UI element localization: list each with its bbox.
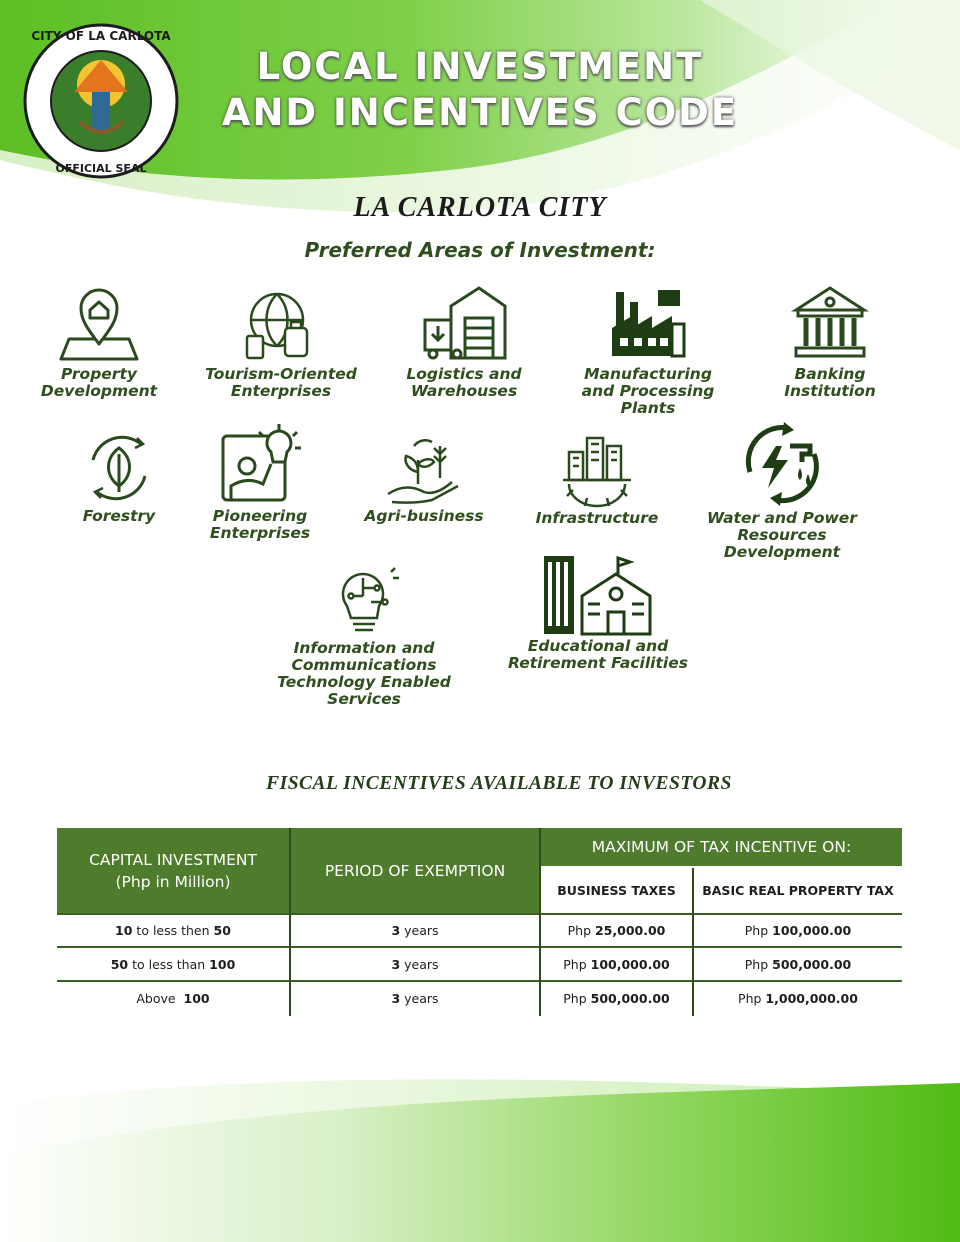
area-tourism [191,284,371,400]
header-business-taxes: BUSINESS TAXES [541,868,692,912]
area-logistics [374,284,554,400]
area-infrastructure [507,432,687,527]
area-label: Educational and Retirement Facilities [508,637,688,672]
tourism-icon [241,284,321,364]
area-education [508,554,688,672]
area-label: Water and Power Resources Development [707,509,857,561]
infrastructure-gear-icon [559,432,635,508]
table-row-2-capital: 50 to less than 100 [110,957,236,972]
forestry-leaf-icon [81,430,157,506]
table-row-2-business: Php 100,000.00 [563,957,670,972]
fiscal-incentives-title: FISCAL INCENTIVES AVAILABLE TO INVESTORS [266,773,732,794]
footer-background [0,1075,960,1242]
seal-text-top: CITY OF LA CARLOTA [31,29,171,43]
area-property-development [9,284,189,400]
area-pioneering [170,424,350,542]
logistics-warehouse-icon [421,284,507,364]
table-row-1-property: Php 100,000.00 [744,923,852,938]
bank-icon [790,284,870,364]
area-agribusiness [334,434,514,525]
table-row-2-property: Php 500,000.00 [744,957,852,972]
title-line-2: AND INCENTIVES CODE [221,91,739,134]
agri-hand-plant-icon [384,434,464,506]
area-label: Forestry [82,507,156,525]
water-power-icon [736,418,828,508]
table-row-1-capital: 10 to less then 50 [115,923,231,938]
table-row-3-business: Php 500,000.00 [563,991,670,1006]
area-label: Agri-business [364,507,484,525]
incentives-table [57,828,902,1016]
table-row-3-period: 3 years [391,991,439,1006]
table-row-1-period: 3 years [391,923,439,938]
area-ict [274,566,454,708]
property-development-icon [59,284,139,364]
table-row-2-period: 3 years [391,957,439,972]
area-label: Logistics and Warehouses [406,365,522,400]
area-label: Manufacturing and Processing Plants [581,365,715,417]
area-label: Infrastructure [535,509,659,527]
area-manufacturing [558,284,738,417]
page-title [215,44,745,136]
official-seal [22,22,180,180]
header-capital-unit: (Php in Million) [115,873,231,891]
area-water-power [692,418,872,561]
city-name: LA CARLOTA CITY [353,192,607,223]
idea-person-icon [219,424,301,506]
header-real-property: BASIC REAL PROPERTY TAX [694,868,902,912]
area-label: Information and Communications Technology Enabled Services [277,639,451,708]
area-label: Pioneering Enterprises [209,507,311,542]
area-label: Banking Institution [784,365,876,400]
header-maximum: MAXIMUM OF TAX INCENTIVE ON: [541,828,902,866]
table-row-3-capital: Above 100 [136,991,210,1006]
area-label: Tourism-Oriented Enterprises [205,365,357,400]
area-banking [740,284,920,400]
area-label: Property Development [40,365,158,400]
header-capital-label: CAPITAL INVESTMENT [89,851,257,869]
tech-bulb-icon [327,566,401,638]
header-divider [541,866,902,868]
header-period: PERIOD OF EXEMPTION [291,828,539,914]
school-building-icon [542,554,654,636]
header-capital-investment [57,828,289,914]
seal-text-bottom: OFFICIAL SEAL [55,162,147,175]
title-line-1: LOCAL INVESTMENT [256,45,704,88]
preferred-areas-title: Preferred Areas of Investment: [304,238,656,262]
factory-icon [608,284,688,364]
table-row-3-property: Php 1,000,000.00 [738,991,858,1006]
table-row-1-business: Php 25,000.00 [567,923,666,938]
